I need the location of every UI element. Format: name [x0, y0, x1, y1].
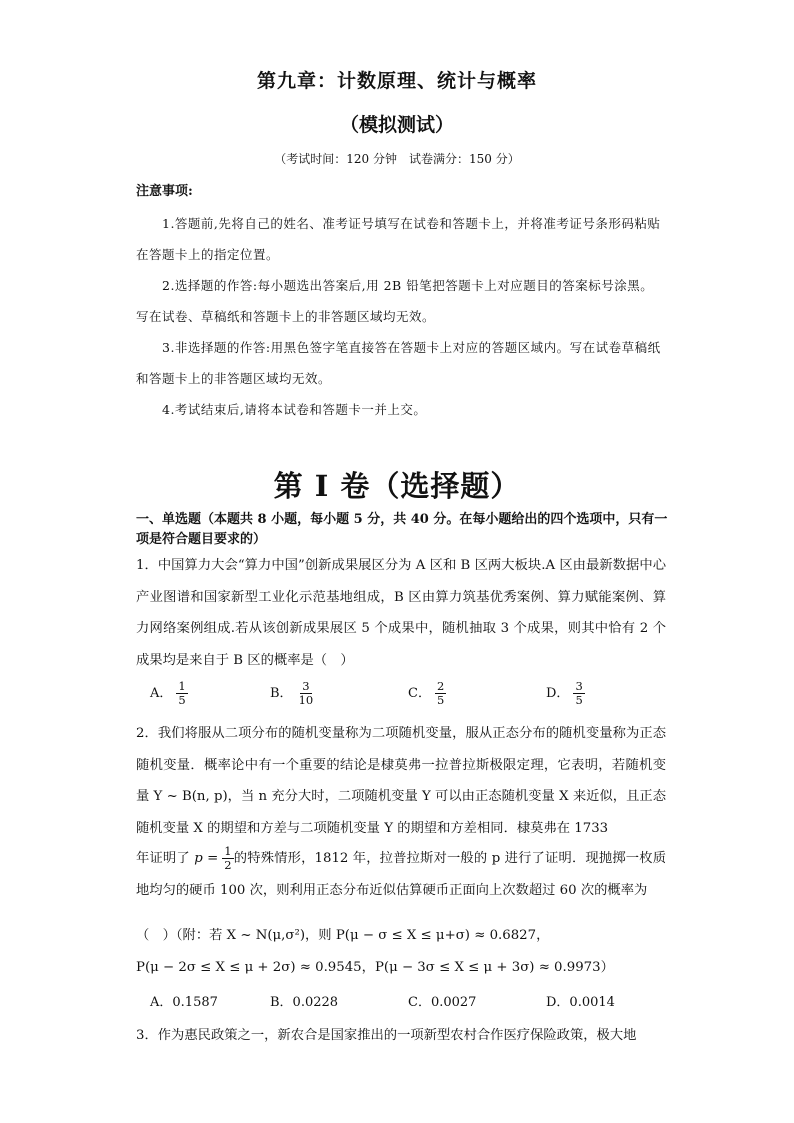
note-item: 3.非选择题的作答:用黑色签字笔直接答在答题卡上对应的答题区域内。写在试卷草稿纸和答题卡上的非答题区域均无效。	[136, 340, 661, 386]
q2-option-d: D．0.0014	[546, 995, 615, 1010]
question-2-appendix-2: P(μ − 2σ ≤ X ≤ μ + 2σ) ≈ 0.9545，P(μ − 3σ ≤ X ≤ μ + 3σ) ≈ 0.9973）	[136, 960, 614, 975]
note-item: 4.考试结束后,请将本试卷和答题卡一并上交。	[162, 402, 427, 417]
question-2-continued: 年证明了 p = $\frac{1}{2}$ 的特殊情形，1812 年，拉普拉斯对一般的 p 进行了证明．现抛掷一枚质地均匀的硬币 100 次，则利用正态分布近似估算硬币正面向上次数超过 60 次的概率为	[136, 844, 666, 898]
section-title: 第 I 卷（选择题）	[273, 469, 521, 503]
question-1: 1．中国算力大会“算力中国”创新成果展区分为 A 区和 B 区两大板块.A 区由最新数据中心产业图谱和国家新型工业化示范基地组成，B 区由算力筑基优秀案例、算力赋能案例、算力网络案例组成.若从该创新成果展区 5 个成果中，随机抽取 3 个成果，则其中恰有 2 个成果均是来自于 B 区的概率是（ ）	[136, 558, 666, 668]
q2-option-a: A．0.1587	[150, 995, 218, 1010]
note-item: 2.选择题的作答:每小题选出答案后,用 2B 铅笔把答题卡上对应题目的答案标号涂黑。写在试卷、草稿纸和答题卡上的非答题区域均无效。	[136, 278, 654, 324]
question-2-appendix: （ ）（附：若 X ~ N(μ,σ²)，则 P(μ − σ ≤ X ≤ μ+σ) ≈ 0.6827，	[136, 928, 550, 943]
question-3: 3．作为惠民政策之一，新农合是国家推出的一项新型农村合作医疗保险政策，极大地	[136, 1028, 637, 1043]
question-2-body: 2．我们将服从二项分布的随机变量称为二项随机变量，服从正态分布的随机变量称为正态随机变量．概率论中有一个重要的结论是棣莫弗一拉普拉斯极限定理，它表明，若随机变量 Y ~ B(n, p)，当 n 充分大时，二项随机变量 Y 可以由正态随机变量 X 来近似，且正态随机变量 X 的期望和方差与二项随机变量 Y 的期望和方差相同．棣莫弗在 1733	[136, 726, 666, 836]
note-item: 1.答题前,先将自己的姓名、准考证号填写在试卷和答题卡上，并将准考证号条形码粘贴在答题卡上的指定位置。	[136, 216, 661, 262]
q1-option-a: A． $\frac{1}{5}$	[150, 679, 186, 707]
q1-option-d: D． $\frac{3}{5}$	[546, 679, 583, 707]
exam-info: （考试时间：120 分钟 试卷满分：150 分）	[274, 152, 520, 166]
q2-option-c: C．0.0027	[408, 995, 477, 1010]
q1-option-c: C． $\frac{2}{5}$	[408, 679, 445, 707]
page-title: 第九章：计数原理、统计与概率	[256, 70, 537, 92]
page-subtitle: （模拟测试）	[339, 114, 454, 136]
part-heading: 一、单选题（本题共 8 小题，每小题 5 分，共 40 分。在每小题给出的四个选项中，只有一项是符合题目要求的）	[136, 512, 668, 547]
q1-option-b: B． $\frac{3}{10}$	[270, 679, 314, 707]
q2-option-b: B．0.0228	[270, 995, 339, 1010]
notes-heading: 注意事项:	[136, 184, 193, 199]
